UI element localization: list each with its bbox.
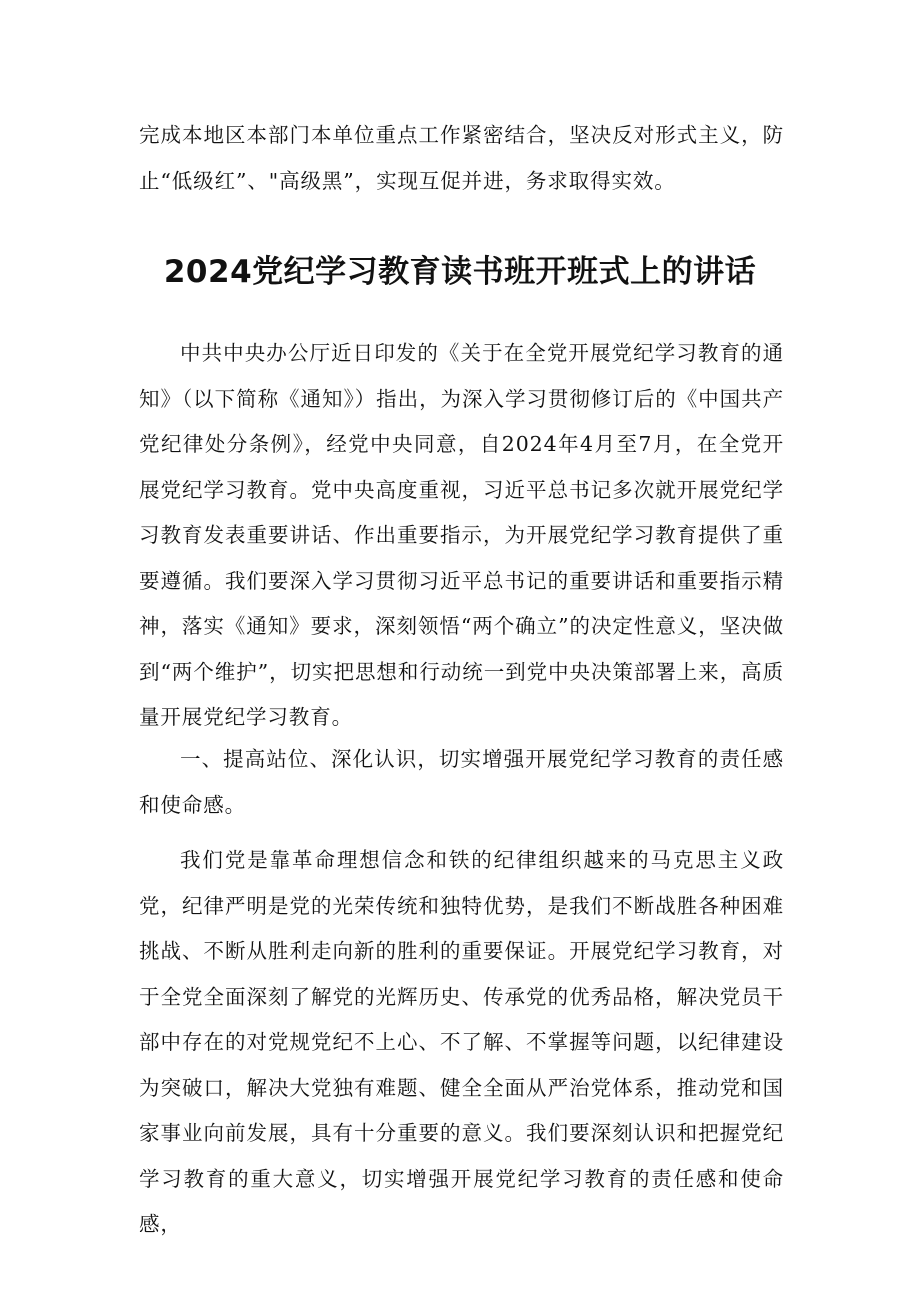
section-heading-1: 一、提高站位、深化认识，切实增强开展党纪学习教育的责任感和使命感。 <box>139 747 784 817</box>
body-paragraph-intro: 中共中央办公厅近日印发的《关于在全党开展党纪学习教育的通知》（以下简称《通知》）指出，为深入学习贯彻修订后的《中国共产党纪律处分条例》，经党中央同意，自2024年4月至7月，在全党开展党纪学习教育。党中央高度重视，习近平总书记多次就开展党纪学习教育发表重要讲话、作出重要指示，为开展党纪学习教育提供了重要遵循。我们要深入学习贯彻习近平总书记的重要讲话和重要指示精神，落实《通知》要求，深刻领悟“两个确立”的决定性意义，坚决做到“两个维护”，切实把思想和行动统一到党中央决策部署上来，高质量开展党纪学习教育。 <box>139 341 784 729</box>
page-title: 2024党纪学习教育读书班开班式上的讲话 <box>163 254 757 290</box>
carry-over-paragraph: 完成本地区本部门本单位重点工作紧密结合，坚决反对形式主义，防止“低级红”、"高级黑”，实现互促并进，务求取得实效。 <box>139 123 784 193</box>
body-paragraph-section-1: 我们党是靠革命理想信念和铁的纪律组织越来的马克思主义政党，纪律严明是党的光荣传统和独特优势，是我们不断战胜各种困难挑战、不断从胜利走向新的胜利的重要保证。开展党纪学习教育，对于全党全面深刻了解党的光辉历史、传承党的优秀品格，解决党员干部中存在的对党规党纪不上心、不了解、不掌握等问题，以纪律建设为突破口，解决大党独有难题、健全全面从严治党体系，推动党和国家事业向前发展，具有十分重要的意义。我们要深刻认识和把握党纪学习教育的重大意义，切实增强开展党纪学习教育的责任感和使命感， <box>139 848 784 1236</box>
